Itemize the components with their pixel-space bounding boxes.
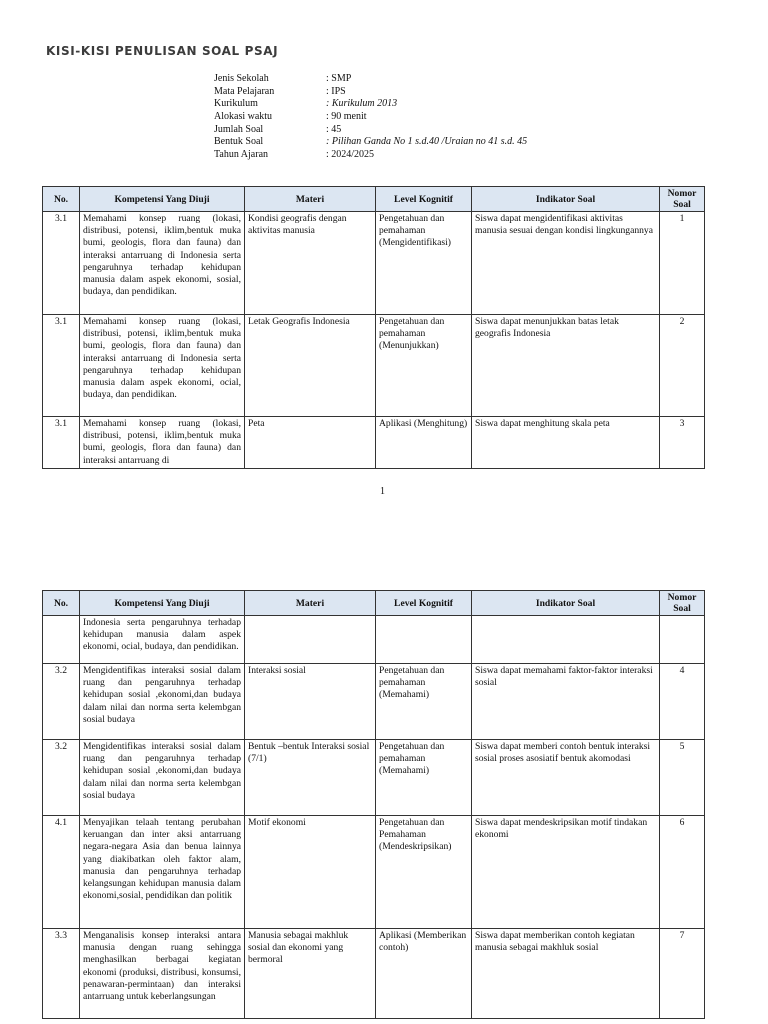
cell-indikator: Siswa dapat menunjukkan batas letak geografis Indonesia [472, 315, 660, 417]
cell-indikator: Siswa dapat menghitung skala peta [472, 417, 660, 469]
table-row [43, 929, 705, 1019]
table-row [43, 212, 705, 315]
table-row [43, 816, 705, 929]
metadata-label: Mata Pelajaran [214, 85, 275, 97]
metadata-label: Tahun Ajaran [214, 149, 269, 161]
cell-level-kognitif: Pengetahuan dan pemahaman (Memahami) [376, 664, 472, 740]
header-no: No. [43, 591, 80, 616]
metadata-value: : Pilihan Ganda No 1 s.d.40 /Uraian no 41 s.d. 45 [326, 136, 528, 148]
header-materi: Materi [245, 591, 376, 616]
cell-nomor-soal: 3 [660, 417, 705, 469]
cell-materi: Manusia sebagai makhluk sosial dan ekonomi yang bermoral [245, 929, 376, 1019]
cell-level-kognitif: Pengetahuan dan pemahaman (Mengidentifikasi) [376, 212, 472, 315]
header-kompetensi: Kompetensi Yang Diuji [80, 187, 245, 212]
metadata-row [214, 85, 527, 98]
table-row [43, 616, 705, 664]
cell-no: 3.2 [43, 740, 80, 816]
metadata-value: : IPS [326, 85, 346, 97]
metadata-value: : Kurikulum 2013 [326, 98, 398, 110]
table-header-row [43, 591, 705, 616]
metadata-label: Jenis Sekolah [214, 73, 269, 84]
cell-indikator: Siswa dapat mengidentifikasi aktivitas manusia sesuai dengan kondisi lingkungannya [472, 212, 660, 315]
cell-kompetensi: Indonesia serta pengaruhnya terhadap kehidupan manusia dalam aspek ekonomi, ocial, budaya, dan pendidikan. [80, 616, 245, 664]
cell-kompetensi: Menganalisis konsep interaksi antara manusia dengan ruang sehingga menghasilkan berbagai kegiatan ekonomi (produksi, distribusi, konsumsi, penawaran-permintaan) dan interaksi antarruang untuk keberlangsungan [80, 929, 245, 1019]
cell-no: 3.1 [43, 212, 80, 315]
cell-indikator: Siswa dapat memberi contoh bentuk interaksi sosial proses asosiatif bentuk akomodasi [472, 740, 660, 816]
cell-kompetensi: Mengidentifikas interaksi sosial dalam ruang dan pengaruhnya terhadap kehidupan sosial ,ekonomi,dan budaya dalam nilai dan norma serta kelembgan sosial budaya [80, 664, 245, 740]
cell-nomor-soal: 2 [660, 315, 705, 417]
header-kompetensi: Kompetensi Yang Diuji [80, 591, 245, 616]
table-row [43, 417, 705, 469]
cell-indikator: Siswa dapat mendeskripsikan motif tindakan ekonomi [472, 816, 660, 929]
header-no: No. [43, 187, 80, 212]
metadata-label: Jumlah Soal [214, 123, 264, 135]
cell-materi: Motif ekonomi [245, 816, 376, 929]
cell-no: 3.2 [43, 664, 80, 740]
cell-kompetensi: Memahami konsep ruang (lokasi, distribusi, potensi, iklim,bentuk muka bumi, geologis, flora dan fauna) dan interaksi antarruang di [80, 417, 245, 469]
header-level: Level Kognitif [376, 591, 472, 616]
metadata-value: : 90 menit [326, 111, 367, 123]
cell-level-kognitif: Pengetahuan dan Pemahaman (Mendeskripsikan) [376, 816, 472, 929]
cell-nomor-soal: 1 [660, 212, 705, 315]
cell-nomor-soal [660, 616, 705, 664]
metadata-label: Alokasi waktu [214, 111, 273, 123]
metadata-row [214, 97, 527, 110]
cell-level-kognitif: Pengetahuan dan pemahaman (Menunjukkan) [376, 315, 472, 417]
page-number: 1 [380, 486, 385, 497]
metadata-row [214, 135, 527, 148]
cell-nomor-soal: 4 [660, 664, 705, 740]
cell-materi [245, 616, 376, 664]
metadata-row [214, 148, 527, 161]
cell-level-kognitif: Aplikasi (Menghitung) [376, 417, 472, 469]
cell-materi: Peta [245, 417, 376, 469]
cell-materi: Bentuk –bentuk Interaksi sosial (7/1) [245, 740, 376, 816]
cell-level-kognitif: Aplikasi (Memberikan contoh) [376, 929, 472, 1019]
cell-no: 3.1 [43, 417, 80, 469]
cell-nomor-soal: 5 [660, 740, 705, 816]
metadata-row [214, 123, 527, 136]
cell-no: 3.1 [43, 315, 80, 417]
table-header-row [43, 187, 705, 212]
cell-indikator: Siswa dapat memberikan contoh kegiatan manusia sebagai makhluk sosial [472, 929, 660, 1019]
header-indikator: Indikator Soal [472, 187, 660, 212]
metadata-label: Bentuk Soal [214, 136, 264, 148]
cell-kompetensi: Memahami konsep ruang (lokasi, distribusi, potensi, iklim,bentuk muka bumi, geologis, flora dan fauna) dan interaksi antarruang di Indonesia serta pengaruhnya terhadap kehidupan manusia dalam aspek ekonomi, sosial, budaya, dan pendidikan. [80, 212, 245, 315]
cell-nomor-soal: 6 [660, 816, 705, 929]
metadata-label: Kurikulum [214, 98, 258, 110]
cell-kompetensi: Mengidentifikas interaksi sosial dalam ruang dan pengaruhnya terhadap kehidupan sosial ,ekonomi,dan budaya dalam nilai dan norma serta kelembgan sosial budaya [80, 740, 245, 816]
metadata-value: : 2024/2025 [326, 149, 375, 161]
kisi-table-page-2 [42, 590, 705, 1019]
cell-materi: Interaksi sosial [245, 664, 376, 740]
header-materi: Materi [245, 187, 376, 212]
cell-no: 4.1 [43, 816, 80, 929]
metadata-row [214, 72, 527, 85]
header-nomor-soal: Nomor Soal [660, 187, 705, 212]
cell-no [43, 616, 80, 664]
cell-kompetensi: Menyajikan telaah tentang perubahan keruangan dan inter aksi antarruang negara-negara Asia dan benua lainnya yang diakibatkan oleh faktor alam, manusia dan pengaruhnya terhadap kelangsungan kehidupan manusia dalam ekonomi,sosial, pendidikan dan politik [80, 816, 245, 929]
cell-level-kognitif: Pengetahuan dan pemahaman (Memahami) [376, 740, 472, 816]
cell-indikator [472, 616, 660, 664]
metadata-value: : 45 [326, 123, 342, 135]
metadata-value: : SMP [326, 73, 352, 84]
cell-indikator: Siswa dapat memahami faktor-faktor interaksi sosial [472, 664, 660, 740]
kisi-table-page-1 [42, 186, 705, 469]
document-metadata [214, 72, 527, 161]
cell-materi: Letak Geografis Indonesia [245, 315, 376, 417]
header-indikator: Indikator Soal [472, 591, 660, 616]
table-row [43, 664, 705, 740]
cell-materi: Kondisi geografis dengan aktivitas manusia [245, 212, 376, 315]
table-row [43, 315, 705, 417]
cell-nomor-soal: 7 [660, 929, 705, 1019]
header-nomor-soal: Nomor Soal [660, 591, 705, 616]
header-level: Level Kognitif [376, 187, 472, 212]
cell-kompetensi: Memahami konsep ruang (lokasi, distribusi, potensi, iklim,bentuk muka bumi, geologis, flora dan fauna) dan interaksi antarruang di Indonesia serta pengaruhnya terhadap kehidupan manusia dalam aspek ekonomi, ocial, budaya, dan pendidikan. [80, 315, 245, 417]
cell-no: 3.3 [43, 929, 80, 1019]
table-row [43, 740, 705, 816]
metadata-row [214, 110, 527, 123]
cell-level-kognitif [376, 616, 472, 664]
document-title: KISI-KISI PENULISAN SOAL PSAJ [46, 44, 279, 58]
